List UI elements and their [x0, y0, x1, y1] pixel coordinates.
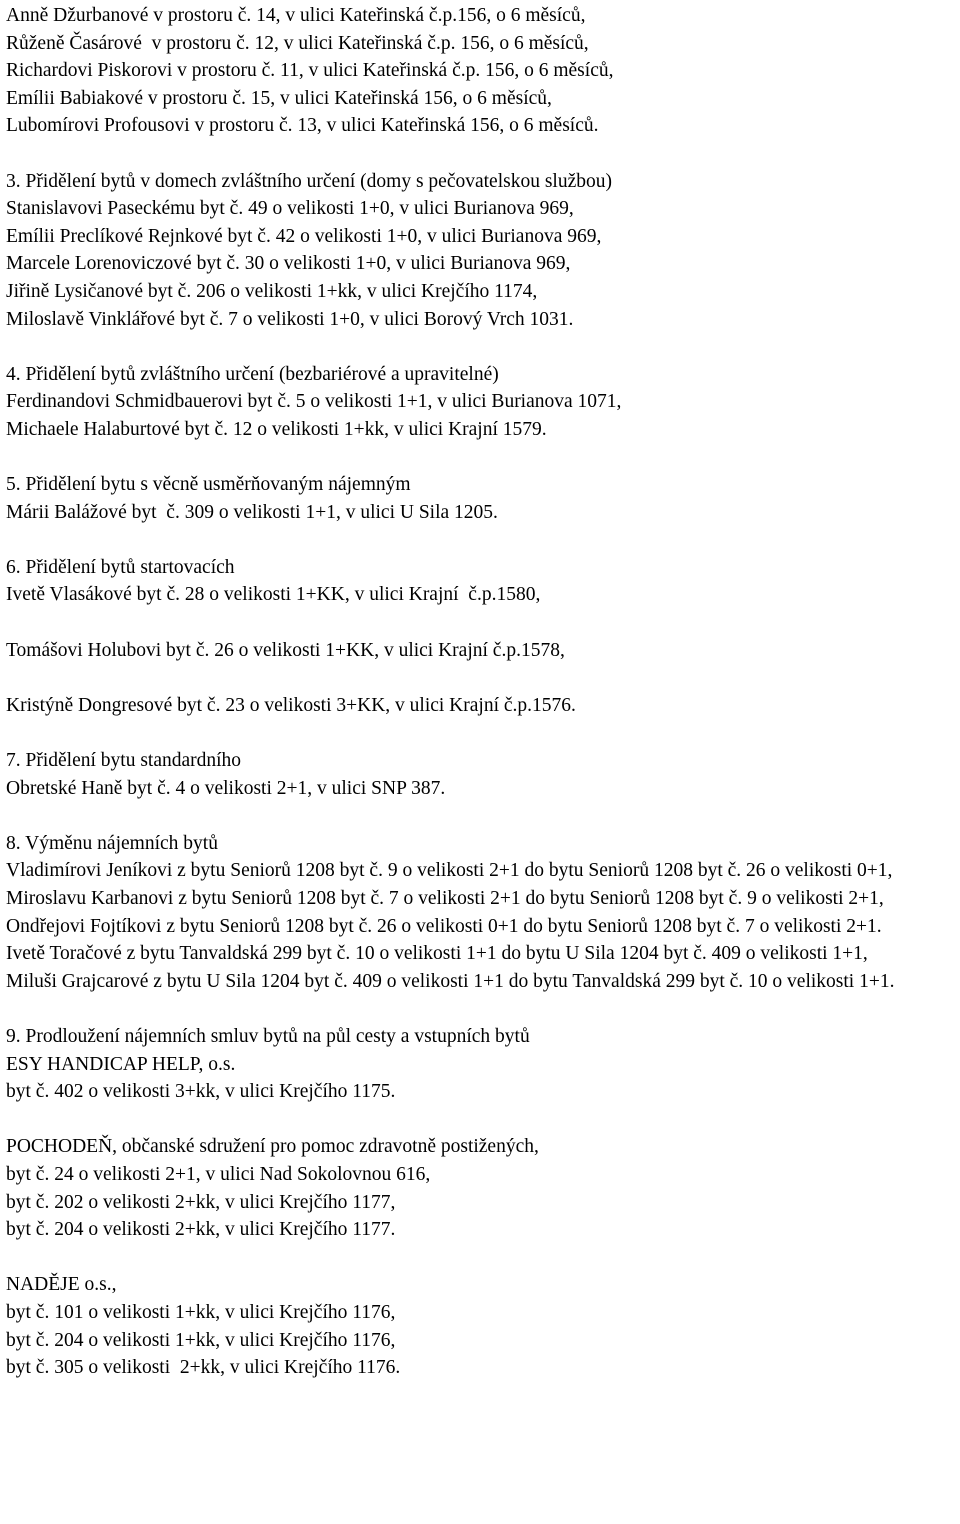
flat-line: byt č. 202 o velikosti 2+kk, v ulici Krejčího 1177,: [6, 1191, 396, 1213]
flat-line: byt č. 101 o velikosti 1+kk, v ulici Krejčího 1176,: [6, 1301, 396, 1323]
allocation-line: Stanislavovi Paseckému byt č. 49 o velikosti 1+0, v ulici Burianova 969,: [6, 198, 574, 220]
spacer: [6, 664, 958, 692]
document-page: [6, 2, 958, 1382]
spacer: [6, 333, 958, 361]
allocation-line: Miloslavě Vinklářové byt č. 7 o velikosti 1+0, v ulici Borový Vrch 1031.: [6, 308, 574, 330]
flat-line: byt č. 305 o velikosti 2+kk, v ulici Krejčího 1176.: [6, 1357, 401, 1379]
exchange-paragraph: Vladimírovi Jeníkovi z bytu Seniorů 1208 byt č. 9 o velikosti 2+1 do bytu Seniorů 1208 byt č. 26 o velikosti 0+1,: [6, 860, 893, 882]
exchange-paragraph: Miroslavu Karbanovi z bytu Seniorů 1208 byt č. 7 o velikosti 2+1 do bytu Seniorů 1208 byt č. 9 o velikosti 2+1,: [6, 888, 884, 909]
section-4: [6, 361, 958, 444]
allocation-line: Richardovi Piskorovi v prostoru č. 11, v ulici Kateřinská č.p. 156, o 6 měsíců,: [6, 60, 614, 82]
allocation-line: Lubomírovi Profousovi v prostoru č. 13, v ulici Kateřinská 156, o 6 měsíců.: [6, 115, 599, 137]
allocation-line: Růženě Časárové v prostoru č. 12, v ulici Kateřinská č.p. 156, o 6 měsíců,: [6, 32, 589, 54]
exchange-paragraph: Ivetě Toračové z bytu Tanvaldská 299 byt č. 10 o velikosti 1+1 do bytu U Sila 1204 byt č. 409 o velikosti 1+1,: [6, 943, 868, 965]
allocation-line: Tomášovi Holubovi byt č. 26 o velikosti 1+KK, v ulici Krajní č.p.1578,: [6, 639, 565, 661]
allocation-line: Ivetě Vlasákové byt č. 28 o velikosti 1+KK, v ulici Krajní č.p.1580,: [6, 584, 541, 606]
spacer: [6, 719, 958, 747]
flat-line: byt č. 24 o velikosti 2+1, v ulici Nad Sokolovnou 616,: [6, 1163, 431, 1185]
section-2-continuation: [6, 2, 958, 140]
organization-name: NADĚJE o.s.,: [6, 1274, 117, 1296]
allocation-line: Obretské Haně byt č. 4 o velikosti 2+1, v ulici SNP 387.: [6, 777, 446, 799]
spacer: [6, 444, 958, 472]
allocation-line: Kristýně Dongresové byt č. 23 o velikosti 3+KK, v ulici Krajní č.p.1576.: [6, 694, 576, 716]
section-heading: 9. Prodloužení nájemních smluv bytů na půl cesty a vstupních bytů: [6, 1025, 530, 1047]
exchange-paragraph: Ondřejovi Fojtíkovi z bytu Seniorů 1208 byt č. 26 o velikosti 0+1 do bytu Seniorů 1208 byt č. 7 o velikosti 2+1.: [6, 915, 882, 937]
section-heading: 7. Přidělení bytu standardního: [6, 750, 242, 772]
section-7: [6, 747, 958, 802]
allocation-line: Marcele Lorenoviczové byt č. 30 o velikosti 1+0, v ulici Burianova 969,: [6, 253, 571, 275]
spacer: [6, 802, 958, 830]
allocation-line: Emílii Babiakové v prostoru č. 15, v ulici Kateřinská 156, o 6 měsíců,: [6, 87, 552, 109]
organization-name: ESY HANDICAP HELP, o.s.: [6, 1053, 236, 1075]
flat-line: byt č. 402 o velikosti 3+kk, v ulici Krejčího 1175.: [6, 1081, 396, 1103]
allocation-line: Jiřině Lysičanové byt č. 206 o velikosti 1+kk, v ulici Krejčího 1174,: [6, 280, 538, 302]
spacer: [6, 1244, 958, 1272]
allocation-line: Ferdinandovi Schmidbauerovi byt č. 5 o velikosti 1+1, v ulici Burianova 1071,: [6, 391, 622, 413]
organization-name: POCHODEŇ, občanské sdružení pro pomoc zdravotně postižených,: [6, 1136, 539, 1158]
flat-line: byt č. 204 o velikosti 1+kk, v ulici Krejčího 1176,: [6, 1329, 396, 1351]
spacer: [6, 526, 958, 554]
section-heading: 6. Přidělení bytů startovacích: [6, 556, 235, 578]
spacer: [6, 1106, 958, 1134]
section-heading: 5. Přidělení bytu s věcně usměrňovaným nájemným: [6, 474, 411, 496]
allocation-line: Márii Balážové byt č. 309 o velikosti 1+1, v ulici U Sila 1205.: [6, 501, 498, 523]
exchange-paragraph: Miluši Grajcarové z bytu U Sila 1204 byt č. 409 o velikosti 1+1 do bytu Tanvaldská 299 byt č. 10 o velikosti 1+1.: [6, 970, 895, 992]
section-6: [6, 554, 958, 720]
section-heading: 8. Výměnu nájemních bytů: [6, 832, 218, 854]
allocation-line: Anně Džurbanové v prostoru č. 14, v ulici Kateřinská č.p.156, o 6 měsíců,: [6, 5, 586, 26]
section-heading: 4. Přidělení bytů zvláštního určení (bezbariérové a upravitelné): [6, 363, 499, 385]
section-5: [6, 471, 958, 526]
flat-line: byt č. 204 o velikosti 2+kk, v ulici Krejčího 1177.: [6, 1219, 396, 1241]
spacer: [6, 140, 958, 168]
allocation-line: Michaele Halaburtové byt č. 12 o velikosti 1+kk, v ulici Krajní 1579.: [6, 418, 547, 440]
section-heading: 3. Přidělení bytů v domech zvláštního určení (domy s pečovatelskou službou): [6, 170, 612, 192]
section-9: [6, 1023, 958, 1382]
section-8: [6, 830, 958, 996]
spacer: [6, 995, 958, 1023]
section-3: [6, 168, 958, 334]
spacer: [6, 609, 958, 637]
allocation-line: Emílii Preclíkové Rejnkové byt č. 42 o velikosti 1+0, v ulici Burianova 969,: [6, 225, 602, 247]
